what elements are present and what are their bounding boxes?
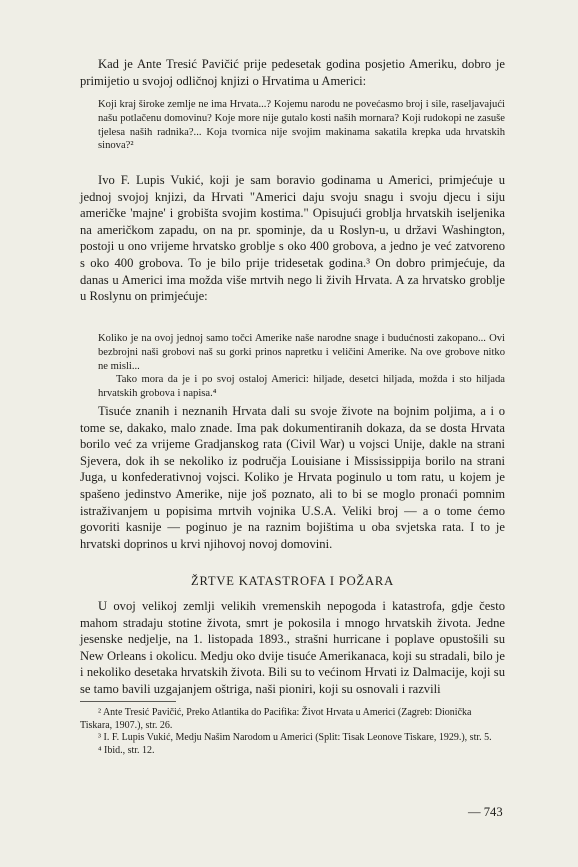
quote-block-2 bbox=[80, 332, 505, 401]
section-heading: ŽRTVE KATASTROFA I POŽARA bbox=[190, 574, 395, 588]
block-quote: Tako mora da je i po svoj ostaloj Americi: hiljade, desetci hiljada, možda i sto hiljada hrvatskih grobova i napisa.⁴ bbox=[98, 374, 505, 400]
paragraph-block-4 bbox=[80, 598, 505, 698]
footnote: ⁴ Ibid., str. 12. bbox=[98, 744, 155, 756]
paragraph-block-2 bbox=[80, 172, 505, 305]
footnote: ³ I. F. Lupis Vukić, Medju Našim Narodom u Americi (Split: Tisak Leonove Tiskare, 1929.), str. 5. bbox=[98, 732, 492, 744]
body-paragraph: Tisuće znanih i neznanih Hrvata dali su svoje živote na bojnim poljima, a i o tome se, dakako, malo znade. Ima pak dokumentiranih dokaza, da se dosta Hrvata borilo već za vrijeme Gradjanskog rata (Civil War) u vojsci Unije, dakle na strani Sjevera, dok ih se nekoliko iz područja Louisiane i Mississippija borilo na strani Juga, u konfederativnoj vojsci. Koliko je Hrvata poginulo u tom ratu, u kojem je spašeno jedinstvo Amerike, nije još poznato, ali to bi se moglo pronaći pomnim istraživanjem u popisima mrtvih vojnika U.S.A. Veliki broj — a o tome ćemo govoriti kasnije — poginuo je na raznim bojištima u oba svjetska rata. I to je hrvatski doprinos u krvi njihovoj novoj domovini. bbox=[80, 404, 505, 551]
footnote: ² Ante Tresić Pavičić, Preko Atlantika do Pacifika: Život Hrvata u Americi (Zagreb: Dionička Tiskara, 1907.), str. 26. bbox=[80, 707, 472, 731]
block-quote: Koji kraj široke zemlje ne ima Hrvata...? Kojemu narodu ne povećasmo broj i sile, raseljavajući našu potlačenu domovinu? Koje more nije gutalo kosti naših mornara? Koji rudokopi ne zasuše tjelesa naših radnika?... Koja tvornica nije svojim makinama sakatila krepka uda hrvatskih sinova?² bbox=[98, 99, 505, 152]
block-quote: Koliko je na ovoj jednoj samo točci Amerike naše narodne snage i budućnosti zakopano... Ovi bezbrojni naši grobovi naš su gorki prinos napretku i veličini Amerike. Na ove grobove nitko ne misli... bbox=[98, 333, 505, 372]
body-paragraph: Ivo F. Lupis Vukić, koji je sam boravio godinama u Americi, primjećuje u jednoj svojoj knjizi, da Hrvati "Americi daju svoju snagu i svoju djecu i siju američke 'majne' i grobišta svojim kostima." Opisujući groblja hrvatskih iseljenika na američkom zapadu, on na pr. spominje, da u Roslyn-u, u državi Washington, postoji u ono vrijeme hrvatsko groblje s oko 400 grobova, a jedno je već zatvoreno s oko 400 grobova. To je bilo prije tridesetak godina.³ On dobro primjećuje, da danas u Americi ima možda više mrtvih nego li živih Hrvata. A za hrvatsko groblje u Roslynu on primjećuje: bbox=[80, 173, 505, 304]
section-heading-block bbox=[80, 574, 505, 589]
intro-block bbox=[80, 56, 505, 89]
page-number: — 743 bbox=[468, 805, 503, 819]
footnotes bbox=[80, 707, 505, 757]
intro-paragraph: Kad je Ante Tresić Pavičić prije pedesetak godina posjetio Ameriku, dobro je primijetio u svojoj odličnoj knjizi o Hrvatima u Americi: bbox=[80, 57, 505, 88]
body-paragraph: U ovoj velikoj zemlji velikih vremenskih nepogoda i katastrofa, gdje često mahom stradaju stotine života, smrt je pokosila i mnogo hrvatskih života. Jedne jesenske nedjelje, na 1. listopada 1893., strašni hurricane i poplave opustošili su New Orleans i okolicu. Medju oko dvije tisuće Amerikanaca, koji su stradali, bilo je i nekoliko desetaka hrvatskih života. Bili su to većinom Hrvati iz Dalmacije, koji su se tamo bavili uzgajanjem oštriga, naši pioniri, koji su osnovali i razvili bbox=[80, 599, 505, 696]
paragraph-block-3 bbox=[80, 403, 505, 552]
quote-block-1 bbox=[80, 98, 505, 153]
footnote-rule bbox=[80, 701, 176, 702]
